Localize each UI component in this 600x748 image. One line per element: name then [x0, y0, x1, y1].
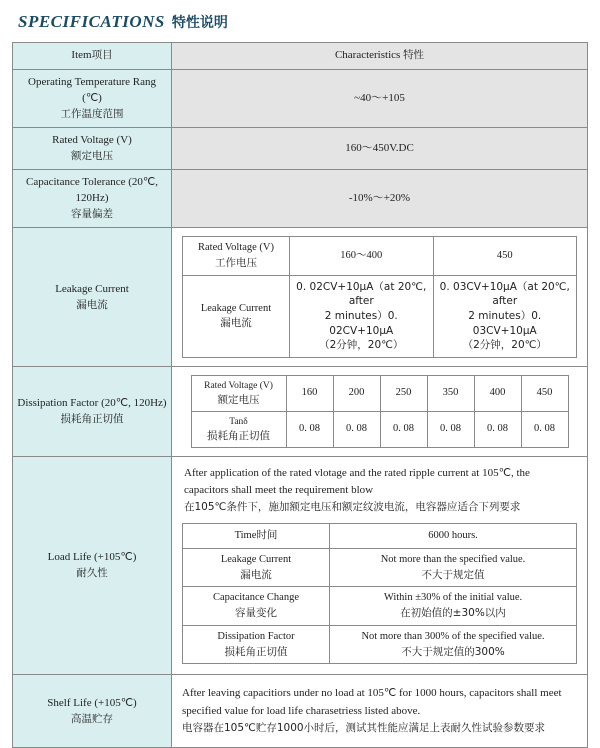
dissipation-voltage-1: 200: [333, 376, 380, 412]
load-life-leakage-head-en: Leakage Current: [220, 554, 292, 566]
leakage-voltage-col1: 160～400: [290, 237, 434, 275]
cap-tolerance-label-cn: 容量偏差: [71, 208, 113, 221]
page-title: [12, 0, 588, 42]
table-row-operating-temperature: [13, 69, 588, 127]
leakage-label: [13, 228, 172, 367]
dissipation-voltage-4: 400: [474, 376, 521, 412]
load-life-row-dissipation: [183, 625, 577, 663]
load-life-time-value-en: 6000 hours.: [428, 529, 478, 541]
load-life-capacitance-head-cn: 容量变化: [235, 607, 277, 620]
load-life-subtable: [182, 523, 577, 664]
dissipation-tand-3: 0. 08: [427, 412, 474, 448]
header-item-cell: [13, 43, 172, 70]
leakage-rated-voltage-head-cn: 工作电压: [215, 256, 257, 269]
leakage-current-col1-line2: 2 minutes）0. 02CV+10μA: [324, 310, 398, 337]
operating-temp-value: ~40～+105: [172, 69, 588, 127]
load-life-time-head-en: Time: [234, 530, 257, 542]
dissipation-tand-5: 0. 08: [521, 412, 568, 448]
load-life-time-head-cn: 时间: [256, 529, 278, 542]
shelf-life-label: [13, 675, 172, 748]
operating-temp-label: [13, 69, 172, 127]
table-row-shelf-life: [13, 675, 588, 748]
load-life-leakage-head: [183, 549, 330, 587]
leakage-current-col1-line3: （2分钟，20℃）: [319, 339, 404, 352]
leakage-rated-voltage-head: [183, 237, 290, 275]
load-life-label-en: Load Life (+105℃): [47, 551, 137, 564]
load-life-dissipation-head-en: Dissipation Factor: [217, 630, 295, 642]
specifications-table: [12, 42, 588, 748]
dissipation-tand-0: 0. 08: [286, 412, 333, 448]
leakage-current-col2-line1: 0. 03CV+10μA（at 20℃, after: [439, 280, 570, 308]
header-characteristics-cell: [172, 43, 588, 70]
dissipation-subtable-row-tand: [191, 412, 568, 448]
operating-temp-label-cn: 工作温度范围: [60, 107, 124, 120]
load-life-capacitance-value-en: Within ±30% of the initial value.: [383, 592, 523, 604]
load-life-dissipation-head: [183, 625, 330, 663]
load-life-leakage-value-cn: 不大于规定值: [421, 568, 485, 581]
table-row-load-life: [13, 457, 588, 675]
header-item-en: Item: [71, 49, 92, 61]
shelf-life-text-cn: 电容器在105℃贮存1000小时后，测试其性能应满足上表耐久性试验参数要求: [182, 722, 546, 735]
load-life-capacitance-head-en: Capacitance Change: [213, 592, 299, 604]
leakage-current-col1-line1: 0. 02CV+10μA（at 20℃, after: [296, 280, 427, 308]
dissipation-subtable: [191, 375, 569, 448]
shelf-life-label-cn: 高温贮存: [71, 712, 113, 725]
cap-tolerance-label-en: Capacitance Tolerance (20℃, 120Hz): [25, 176, 158, 205]
load-life-row-capacitance: [183, 587, 577, 625]
leakage-subtable-row-voltage: [183, 237, 577, 275]
table-header-row: [13, 43, 588, 70]
dissipation-tand-1: 0. 08: [333, 412, 380, 448]
load-life-label-cn: 耐久性: [76, 567, 108, 579]
load-life-capacitance-value-cn: 在初始值的±30%以内: [400, 607, 506, 620]
load-life-dissipation-value: [330, 625, 577, 663]
operating-temp-label-en: Operating Temperature Rang (℃): [28, 75, 156, 104]
dissipation-voltage-2: 250: [380, 376, 427, 412]
dissipation-tand-head-en: Tanδ: [229, 417, 248, 428]
dissipation-tand-4: 0. 08: [474, 412, 521, 448]
shelf-life-label-en: Shelf Life (+105℃): [47, 696, 137, 709]
dissipation-label-cn: 损耗角正切值: [60, 412, 124, 425]
load-life-intro-cn: 在105℃条件下，施加额定电压和额定纹波电流，电容器应适合下列要求: [184, 501, 521, 514]
load-life-capacitance-value: [330, 587, 577, 625]
header-item-cn: 项目: [91, 49, 113, 61]
dissipation-voltage-5: 450: [521, 376, 568, 412]
leakage-current-head-en: Leakage Current: [200, 302, 272, 314]
dissipation-voltage-0: 160: [286, 376, 333, 412]
load-life-dissipation-value-cn: 不大于规定值的300%: [401, 645, 505, 658]
dissipation-voltage-3: 350: [427, 376, 474, 412]
table-row-dissipation-factor: [13, 367, 588, 457]
shelf-life-value-cell: [172, 675, 588, 748]
leakage-current-head: [183, 275, 290, 357]
table-row-capacitance-tolerance: [13, 170, 588, 228]
table-row-leakage-current: [13, 228, 588, 367]
dissipation-value-cell: [172, 367, 588, 457]
dissipation-tand-head: [191, 412, 286, 448]
leakage-value-cell: [172, 228, 588, 367]
load-life-row-time: [183, 524, 577, 549]
header-char-cn: 特性: [403, 49, 425, 61]
leakage-label-cn: 漏电流: [76, 298, 108, 311]
load-life-intro: [182, 465, 577, 523]
cap-tolerance-value: -10%～+20%: [172, 170, 588, 228]
leakage-current-col1: [290, 275, 434, 357]
leakage-current-head-cn: 漏电流: [220, 317, 252, 330]
leakage-current-col2-line2: 2 minutes）0. 03CV+10μA: [468, 310, 542, 337]
dissipation-voltage-head-en: Rated Voltage (V): [204, 381, 273, 392]
rated-voltage-label-en: Rated Voltage (V): [52, 134, 132, 147]
load-life-leakage-value: [330, 549, 577, 587]
load-life-capacitance-head: [183, 587, 330, 625]
load-life-leakage-value-en: Not more than the specified value.: [380, 554, 526, 566]
table-row-rated-voltage: [13, 128, 588, 170]
dissipation-voltage-head-cn: 额定电压: [217, 393, 260, 406]
leakage-current-col2: [433, 275, 577, 357]
shelf-life-text-en: After leaving capacitiors under no load at 105℃ for 1000 hours, capacitors shall meet specified value for load life charasetriess listed above.: [182, 687, 562, 717]
load-life-time-value: [330, 524, 577, 549]
load-life-time-head: [183, 524, 330, 549]
leakage-current-col2-line3: （2分钟，20℃）: [462, 339, 547, 352]
rated-voltage-label: [13, 128, 172, 170]
leakage-subtable-row-current: [183, 275, 577, 357]
load-life-label: [13, 457, 172, 675]
load-life-leakage-head-cn: 漏电流: [240, 568, 272, 581]
load-life-intro-en: After application of the rated vlotage and the rated ripple current at 105℃, the capacitors shall meet the requirement blow: [184, 467, 530, 497]
leakage-subtable: [182, 236, 577, 358]
dissipation-voltage-head: [191, 376, 286, 412]
leakage-voltage-col2: 450: [433, 237, 577, 275]
page-title-en: SPECIFICATIONS: [18, 12, 165, 31]
cap-tolerance-label: [13, 170, 172, 228]
dissipation-label: [13, 367, 172, 457]
rated-voltage-label-cn: 额定电压: [71, 149, 113, 162]
leakage-label-en: Leakage Current: [55, 282, 129, 295]
dissipation-tand-2: 0. 08: [380, 412, 427, 448]
header-char-en: Characteristics: [334, 49, 401, 61]
load-life-dissipation-value-en: Not more than 300% of the specified value.: [361, 630, 545, 642]
dissipation-subtable-row-voltage: [191, 376, 568, 412]
load-life-row-leakage: [183, 549, 577, 587]
dissipation-label-en: Dissipation Factor (20℃, 120Hz): [17, 397, 167, 409]
load-life-dissipation-head-cn: 损耗角正切值: [224, 645, 288, 658]
dissipation-tand-head-cn: 损耗角正切值: [207, 429, 270, 442]
leakage-rated-voltage-head-en: Rated Voltage (V): [197, 242, 274, 254]
page-title-cn: 特性说明: [171, 15, 228, 31]
load-life-value-cell: [172, 457, 588, 675]
rated-voltage-value: 160～450V.DC: [172, 128, 588, 170]
